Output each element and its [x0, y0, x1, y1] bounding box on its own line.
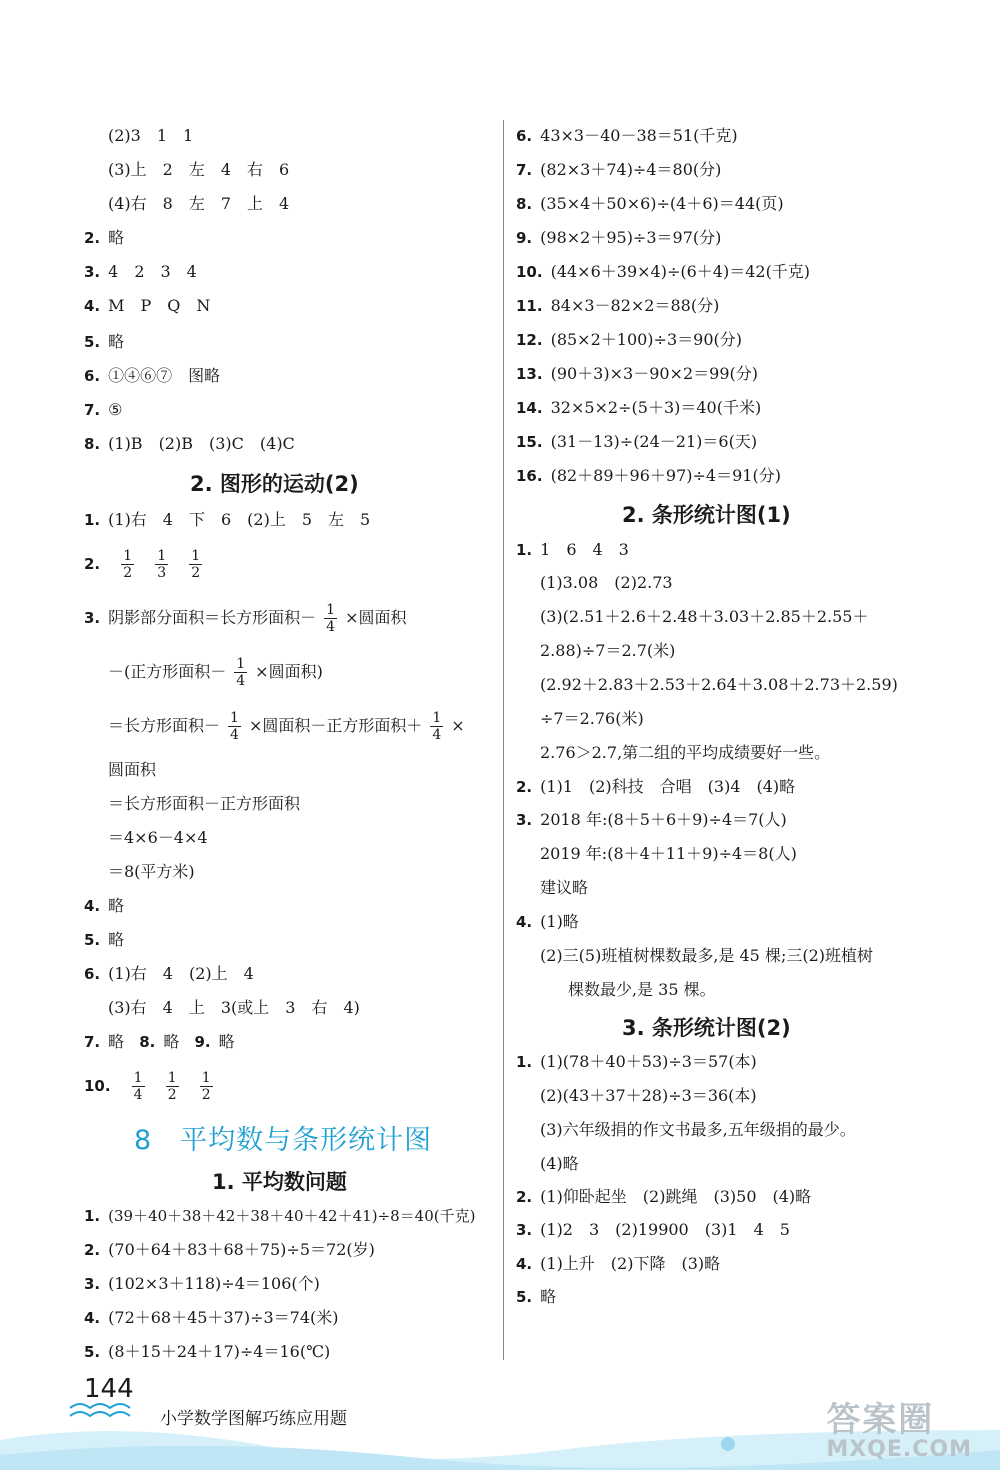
- answer-line: (3)上 2 左 4 右 6: [108, 160, 290, 179]
- item-text: (1)右 4 (2)上 4: [108, 964, 254, 983]
- item-text: 4 2 3 4: [108, 262, 197, 281]
- answer-line: (3)右 4 上 3(或上 3 右 4): [108, 998, 360, 1017]
- answer-line: ÷7＝2.76(米): [540, 709, 644, 728]
- item-text: ×圆面积: [345, 608, 407, 627]
- fraction: [155, 548, 168, 581]
- answer-item: [84, 1306, 339, 1330]
- item-text: (1)(78＋40＋53)÷3＝57(本): [540, 1052, 757, 1071]
- item-number: 2.: [84, 555, 101, 573]
- book-title: 小学数学图解巧练应用题: [160, 1409, 347, 1429]
- item-text: (102×3＋118)÷4＝106(个): [108, 1274, 320, 1293]
- answer-item: [516, 538, 629, 562]
- page-number: 144: [84, 1374, 134, 1404]
- answer-item: [84, 894, 124, 918]
- answer-item: [516, 910, 579, 934]
- answer-line: 建议略: [540, 878, 589, 897]
- section-heading: 2. 图形的运动(2): [190, 472, 359, 496]
- answer-line: (1)3.08 (2)2.73: [540, 573, 673, 592]
- item-number: 4.: [84, 897, 101, 915]
- item-text: (44×6＋39×4)÷(6＋4)＝42(千克): [550, 262, 811, 281]
- answer-line: ＝4×6－4×4: [108, 828, 208, 847]
- answer-item: [84, 508, 370, 532]
- denominator: 3: [157, 565, 167, 581]
- watermark-url: MXQE.COM: [826, 1437, 972, 1462]
- answer-item: [516, 124, 738, 148]
- section-heading: 3. 条形统计图(2): [622, 1016, 791, 1040]
- answer-item: [84, 600, 407, 636]
- item-text: ＝长方形面积－: [108, 716, 221, 735]
- section-heading: 1. 平均数问题: [212, 1170, 347, 1194]
- item-text: 略: [108, 930, 125, 949]
- answer-item: [516, 226, 721, 250]
- item-text: ⑤: [108, 400, 123, 419]
- answer-item: [516, 808, 787, 832]
- item-text: ×: [451, 716, 465, 735]
- item-text: 略: [540, 1287, 557, 1306]
- answer-item: [84, 364, 220, 388]
- answer-item: [84, 1340, 330, 1364]
- item-text: (39＋40＋38＋42＋38＋40＋42＋41)÷8＝40(千克): [108, 1207, 476, 1225]
- fraction: [132, 1070, 145, 1103]
- answer-item: [84, 962, 254, 986]
- answer-item: [516, 1285, 556, 1309]
- section-heading: 2. 条形统计图(1): [622, 503, 791, 527]
- answer-line: 圆面积: [108, 760, 157, 779]
- item-number: 5.: [84, 333, 101, 351]
- item-text: 略: [108, 228, 125, 247]
- item-text: (98×2＋95)÷3＝97(分): [540, 228, 722, 247]
- numerator: 1: [123, 548, 133, 564]
- fraction: [121, 548, 134, 581]
- fraction: [430, 710, 443, 743]
- chapter-heading: 8 平均数与条形统计图: [134, 1125, 433, 1156]
- fraction: [324, 602, 337, 635]
- watermark-text: 答案圈: [826, 1400, 935, 1440]
- denominator: 2: [123, 565, 133, 581]
- answer-item: [516, 1050, 757, 1074]
- item-number: 2.: [516, 1188, 533, 1206]
- item-number: 6.: [84, 367, 101, 385]
- numerator: 1: [157, 548, 167, 564]
- item-text: (70＋64＋83＋68＋75)÷5＝72(岁): [108, 1240, 375, 1259]
- fraction: [200, 1070, 213, 1103]
- item-number: 1.: [84, 1207, 101, 1225]
- numerator: 1: [133, 1070, 143, 1086]
- answer-line: (2)(43＋37＋28)÷3＝36(本): [540, 1086, 757, 1105]
- answer-line: (3)(2.51＋2.6＋2.48＋3.03＋2.85＋2.55＋: [540, 607, 869, 626]
- item-text: (35×4＋50×6)÷(4＋6)＝44(页): [540, 194, 784, 213]
- item-number: 9.: [194, 1033, 211, 1051]
- answer-item: [516, 158, 721, 182]
- item-number: 6.: [516, 127, 533, 145]
- answer-item: [84, 226, 124, 250]
- item-text: (8＋15＋24＋17)÷4＝16(℃): [108, 1342, 331, 1361]
- answer-item: [516, 328, 742, 352]
- numerator: 1: [236, 656, 246, 672]
- item-number: 8.: [516, 195, 533, 213]
- numerator: 1: [201, 1070, 211, 1086]
- item-text: 阴影部分面积＝长方形面积－: [108, 608, 317, 627]
- item-text: 略: [108, 896, 125, 915]
- item-number: 8.: [139, 1033, 156, 1051]
- numerator: 1: [432, 710, 442, 726]
- numerator: 1: [326, 602, 336, 618]
- item-text: (72＋68＋45＋37)÷3＝74(米): [108, 1308, 339, 1327]
- item-number: 10.: [84, 1077, 111, 1095]
- item-text: 2018 年:(8＋5＋6＋9)÷4＝7(人): [540, 810, 787, 829]
- column-divider: [503, 120, 504, 1360]
- item-text: 略: [163, 1032, 180, 1051]
- item-text: 略: [218, 1032, 235, 1051]
- item-text: (1)仰卧起坐 (2)跳绳 (3)50 (4)略: [540, 1187, 812, 1206]
- item-number: 5.: [516, 1288, 533, 1306]
- item-text: 略: [108, 1032, 125, 1051]
- answer-item: [84, 1238, 375, 1262]
- item-text: 略: [108, 332, 125, 351]
- answer-line: 2.76＞2.7,第二组的平均成绩要好一些。: [540, 743, 831, 762]
- answer-item: [84, 294, 210, 318]
- item-number: 2.: [516, 778, 533, 796]
- numerator: 1: [167, 1070, 177, 1086]
- denominator: 4: [326, 619, 336, 635]
- item-number: 12.: [516, 331, 543, 349]
- item-number: 2.: [84, 1241, 101, 1259]
- item-number: 4.: [516, 913, 533, 931]
- answer-item: [516, 1252, 720, 1276]
- item-text: ×圆面积－正方形面积＋: [248, 716, 423, 735]
- item-text: (1)略: [540, 912, 579, 931]
- item-text: (82×3＋74)÷4＝80(分): [540, 160, 722, 179]
- item-number: 4.: [84, 297, 101, 315]
- item-number: 15.: [516, 433, 543, 451]
- item-number: 2.: [84, 229, 101, 247]
- answer-item: [84, 1272, 320, 1296]
- answer-item: [516, 192, 784, 216]
- item-text: M P Q N: [108, 296, 211, 315]
- item-number: 9.: [516, 229, 533, 247]
- answer-line: [108, 654, 323, 690]
- answer-line: (2.92＋2.83＋2.53＋2.64＋3.08＋2.73＋2.59): [540, 675, 898, 694]
- item-text: (31－13)÷(24－21)＝6(天): [550, 432, 758, 451]
- answer-line: (2)3 1 1: [108, 126, 194, 145]
- answer-line: 2.88)÷7＝2.7(米): [540, 641, 676, 660]
- item-text: 84×3－82×2＝88(分): [550, 296, 720, 315]
- numerator: 1: [191, 548, 201, 564]
- fraction: [189, 548, 202, 581]
- answer-item: [84, 546, 210, 582]
- item-text: (1)B (2)B (3)C (4)C: [108, 434, 295, 453]
- answer-line: (3)六年级捐的作文书最多,五年级捐的最少。: [540, 1120, 856, 1139]
- answer-item: [516, 775, 795, 799]
- answer-line: 棵数最少,是 35 棵。: [568, 980, 716, 999]
- denominator: 4: [230, 727, 239, 743]
- answer-item: [84, 330, 124, 354]
- item-text: (85×2＋100)÷3＝90(分): [550, 330, 742, 349]
- item-number: 4.: [516, 1255, 533, 1273]
- item-text: (1)右 4 下 6 (2)上 5 左 5: [108, 510, 371, 529]
- item-text: 43×3－40－38＝51(千克): [540, 126, 738, 145]
- item-text: 32×5×2÷(5＋3)＝40(千米): [550, 398, 762, 417]
- item-number: 10.: [516, 263, 543, 281]
- item-number: 13.: [516, 365, 543, 383]
- item-text: (1)1 (2)科技 合唱 (3)4 (4)略: [540, 777, 796, 796]
- answer-item: [84, 398, 122, 422]
- fraction: [228, 710, 241, 743]
- item-number: 1.: [516, 1053, 533, 1071]
- item-number: 3.: [516, 1221, 533, 1239]
- item-text: (82＋89＋96＋97)÷4＝91(分): [550, 466, 781, 485]
- item-number: 1.: [84, 511, 101, 529]
- answer-item: [84, 928, 124, 952]
- answer-line: (2)三(5)班植树棵数最多,是 45 棵;三(2)班植树: [540, 946, 874, 965]
- item-number: 1.: [516, 541, 533, 559]
- answer-item: [516, 1185, 811, 1209]
- denominator: 2: [191, 565, 201, 581]
- answer-item: [516, 260, 810, 284]
- answer-item: [516, 396, 761, 420]
- item-number: 3.: [84, 263, 101, 281]
- item-number: 5.: [84, 1343, 101, 1361]
- answer-line: (4)略: [540, 1154, 579, 1173]
- answer-item: [84, 1068, 221, 1104]
- item-text: (1)2 3 (2)19900 (3)1 4 5: [540, 1220, 790, 1239]
- fraction: [166, 1070, 179, 1103]
- answer-item: [516, 464, 781, 488]
- denominator: 2: [201, 1087, 211, 1103]
- item-text: ①④⑥⑦ 图略: [108, 366, 221, 385]
- answer-item: [516, 362, 758, 386]
- item-number: 5.: [84, 931, 101, 949]
- numerator: 1: [230, 710, 239, 726]
- item-number: 8.: [84, 435, 101, 453]
- item-number: 3.: [84, 1275, 101, 1293]
- answer-item: [84, 260, 197, 284]
- fraction: [234, 656, 247, 689]
- answer-item: [516, 1218, 790, 1242]
- item-number: 6.: [84, 965, 101, 983]
- item-number: 7.: [84, 1033, 101, 1051]
- denominator: 2: [167, 1087, 177, 1103]
- answer-line: ＝8(平方米): [108, 862, 195, 881]
- answer-item: [84, 1204, 475, 1228]
- answer-item: [84, 1030, 235, 1054]
- watermark-logo: [826, 1392, 972, 1462]
- answer-item: [84, 432, 295, 456]
- item-text: －(正方形面积－: [108, 662, 227, 681]
- item-number: 3.: [84, 609, 101, 627]
- answer-line: (4)右 8 左 7 上 4: [108, 194, 290, 213]
- item-number: 4.: [84, 1309, 101, 1327]
- denominator: 4: [236, 673, 246, 689]
- item-number: 16.: [516, 467, 543, 485]
- answer-item: [516, 294, 719, 318]
- item-number: 7.: [516, 161, 533, 179]
- item-number: 3.: [516, 811, 533, 829]
- item-number: 7.: [84, 401, 101, 419]
- item-text: (90＋3)×3－90×2＝99(分): [550, 364, 758, 383]
- item-text: ×圆面积): [255, 662, 323, 681]
- item-number: 11.: [516, 297, 543, 315]
- item-text: 1 6 4 3: [540, 540, 629, 559]
- answer-line: ＝长方形面积－正方形面积: [108, 794, 301, 813]
- answer-line: 2019 年:(8＋4＋11＋9)÷4＝8(人): [540, 844, 797, 863]
- answer-item: [516, 430, 757, 454]
- denominator: 4: [133, 1087, 143, 1103]
- item-number: 14.: [516, 399, 543, 417]
- answer-line: [108, 708, 465, 744]
- denominator: 4: [432, 727, 442, 743]
- item-text: (1)上升 (2)下降 (3)略: [540, 1254, 721, 1273]
